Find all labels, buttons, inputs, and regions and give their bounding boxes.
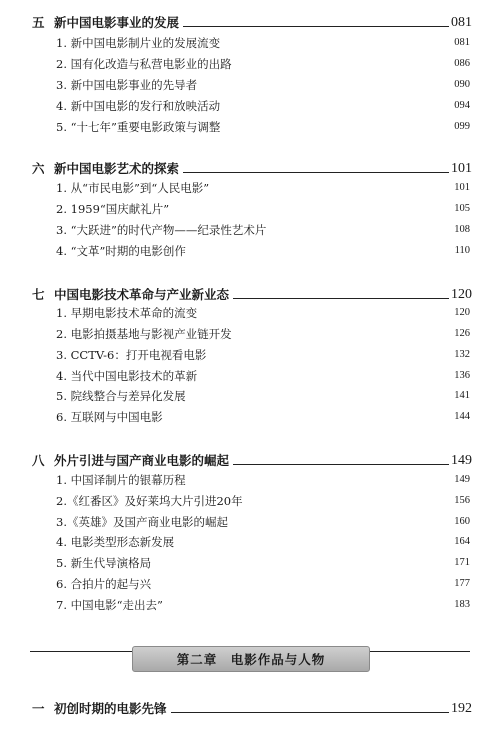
toc-item[interactable] [56, 220, 470, 240]
chapter-divider [24, 648, 476, 674]
item-page: 144 [454, 411, 470, 422]
item-label: 3.《英雄》及国产商业电影的崛起 [56, 515, 228, 529]
item-page: 177 [454, 578, 470, 589]
toc-item[interactable] [56, 532, 470, 552]
item-page: 120 [454, 307, 470, 318]
section-heading[interactable] [32, 11, 472, 31]
item-label: 4. 当代中国电影技术的革新 [56, 369, 198, 383]
item-page: 126 [454, 328, 470, 339]
section-title: 新中国电影艺术的探索 [54, 161, 180, 176]
section-title: 外片引进与国产商业电影的崛起 [54, 453, 230, 468]
item-label: 2. 国有化改造与私营电影业的出路 [56, 57, 232, 71]
toc-item[interactable] [56, 470, 470, 490]
item-label: 3. CCTV-6：打开电视看电影 [56, 348, 207, 362]
section-number: 一 [32, 701, 45, 716]
section-title: 初创时期的电影先锋 [54, 701, 167, 716]
item-label: 3. “大跃进”的时代产物——纪录性艺术片 [56, 223, 267, 237]
item-page: 156 [454, 495, 470, 506]
item-page: 132 [454, 349, 470, 360]
section-heading-next[interactable] [32, 697, 472, 717]
item-page: 141 [454, 390, 470, 401]
section-heading[interactable] [32, 449, 472, 469]
toc-item[interactable] [56, 386, 470, 406]
toc-item[interactable] [56, 303, 470, 323]
toc-item[interactable] [56, 345, 470, 365]
item-page: 149 [454, 474, 470, 485]
item-page: 094 [454, 100, 470, 111]
item-label: 6. 合拍片的起与兴 [56, 577, 152, 591]
item-label: 1. 早期电影技术革命的流变 [56, 306, 198, 320]
toc-item[interactable] [56, 241, 470, 261]
item-label: 6. 互联网与中国电影 [56, 410, 163, 424]
leader-line [233, 464, 449, 465]
toc-item[interactable] [56, 117, 470, 137]
item-label: 2. 1959“国庆献礼片” [56, 202, 170, 216]
item-page: 101 [454, 182, 470, 193]
section-number: 五 [32, 15, 45, 30]
item-page: 105 [454, 203, 470, 214]
toc-item[interactable] [56, 96, 470, 116]
divider-line-right [366, 651, 470, 652]
item-page: 086 [454, 58, 470, 69]
item-label: 4. 电影类型形态新发展 [56, 535, 175, 549]
item-label: 4. 新中国电影的发行和放映活动 [56, 99, 221, 113]
divider-line-left [30, 651, 134, 652]
item-label: 5. 新生代导演格局 [56, 556, 152, 570]
item-page: 160 [454, 516, 470, 527]
toc-item[interactable] [56, 54, 470, 74]
section-page: 192 [451, 701, 472, 716]
section-page: 081 [451, 15, 472, 30]
toc-item[interactable] [56, 324, 470, 344]
toc-item[interactable] [56, 366, 470, 386]
section-title: 新中国电影事业的发展 [54, 15, 180, 30]
item-page: 099 [454, 121, 470, 132]
item-label: 5. “十七年”重要电影政策与调整 [56, 120, 221, 134]
item-label: 1. 中国译制片的银幕历程 [56, 473, 186, 487]
item-label: 1. 新中国电影制片业的发展流变 [56, 36, 221, 50]
section-heading[interactable] [32, 283, 472, 303]
item-label: 2.《红番区》及好莱坞大片引进20年 [56, 494, 243, 508]
toc-item[interactable] [56, 407, 470, 427]
leader-line [183, 26, 449, 27]
toc-item[interactable] [56, 553, 470, 573]
section-page: 101 [451, 161, 472, 176]
item-page: 136 [454, 370, 470, 381]
section-page: 149 [451, 453, 472, 468]
leader-line [171, 712, 449, 713]
item-page: 108 [454, 224, 470, 235]
item-label: 5. 院线整合与差异化发展 [56, 389, 186, 403]
toc-item[interactable] [56, 574, 470, 594]
section-number: 七 [32, 287, 45, 302]
section-number: 八 [32, 453, 45, 468]
item-label: 3. 新中国电影事业的先导者 [56, 78, 198, 92]
item-page: 164 [454, 536, 470, 547]
section-number: 六 [32, 161, 45, 176]
toc-item[interactable] [56, 199, 470, 219]
chapter-title[interactable]: 第二章 电影作品与人物 [132, 646, 370, 672]
item-page: 081 [454, 37, 470, 48]
item-label: 1. 从“市民电影”到“人民电影” [56, 181, 210, 195]
leader-line [233, 298, 449, 299]
toc-item[interactable] [56, 595, 470, 615]
toc-item[interactable] [56, 75, 470, 95]
item-page: 171 [454, 557, 470, 568]
section-page: 120 [451, 287, 472, 302]
leader-line [183, 172, 449, 173]
item-label: 4. “文革”时期的电影创作 [56, 244, 186, 258]
toc-item[interactable] [56, 33, 470, 53]
toc-item[interactable] [56, 491, 470, 511]
item-label: 2. 电影拍摄基地与影视产业链开发 [56, 327, 232, 341]
item-page: 110 [454, 245, 470, 256]
section-title: 中国电影技术革命与产业新业态 [54, 287, 230, 302]
item-page: 090 [454, 79, 470, 90]
item-page: 183 [454, 599, 470, 610]
toc-item[interactable] [56, 512, 470, 532]
toc-item[interactable] [56, 178, 470, 198]
section-heading[interactable] [32, 157, 472, 177]
item-label: 7. 中国电影“走出去” [56, 598, 163, 612]
